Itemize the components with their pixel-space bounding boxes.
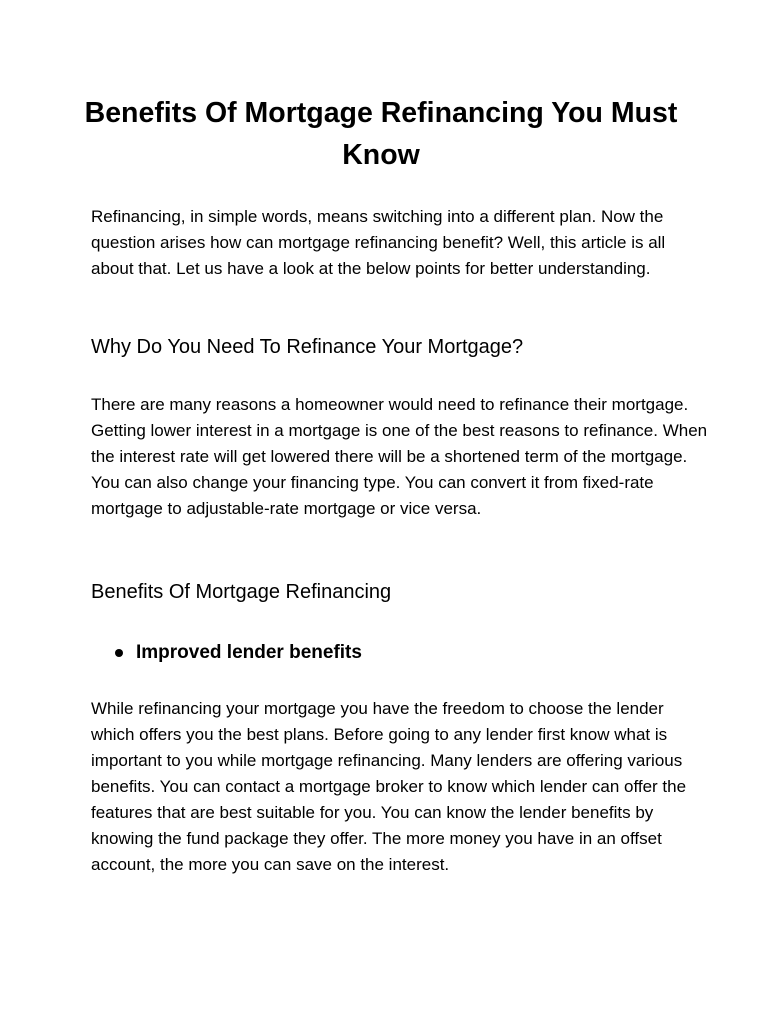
why-refinance-paragraph: There are many reasons a homeowner would need to refinance their mortgage. Getting lower interest in a mortgage is one of the best reasons to refinance. When the interest rate will get lowered there will be a shortened term of the mortgage. You can also change your financing type. You can convert it from fixed-rate mortgage to adjustable-rate mortgage or vice versa. [91,395,708,518]
section-heading-benefits: Benefits Of Mortgage Refinancing [91,581,392,603]
section-heading-why-refinance: Why Do You Need To Refinance Your Mortgage? [91,336,524,358]
intro-paragraph: Refinancing, in simple words, means switching into a different plan. Now the question arises how can mortgage refinancing benefit? Well, this article is all about that. Let us have a look at the below points for better understanding. [91,207,666,278]
bullet-icon [115,649,123,657]
benefits-list [91,640,711,666]
document-title: Benefits Of Mortgage Refinancing You Must Know [84,97,678,171]
bullet-label: Improved lender benefits [136,642,362,663]
lender-benefits-paragraph: While refinancing your mortgage you have the freedom to choose the lender which offers you the best plans. Before going to any lender first know what is important to you while mortgage refinancing. Many lenders are offering various benefits. You can contact a mortgage broker to know which lender can offer the features that are best suitable for you. You can know the lender benefits by knowing the fund package they offer. The more money you have in an offset account, the more you can save on the interest. [91,699,687,874]
list-item [91,640,711,666]
